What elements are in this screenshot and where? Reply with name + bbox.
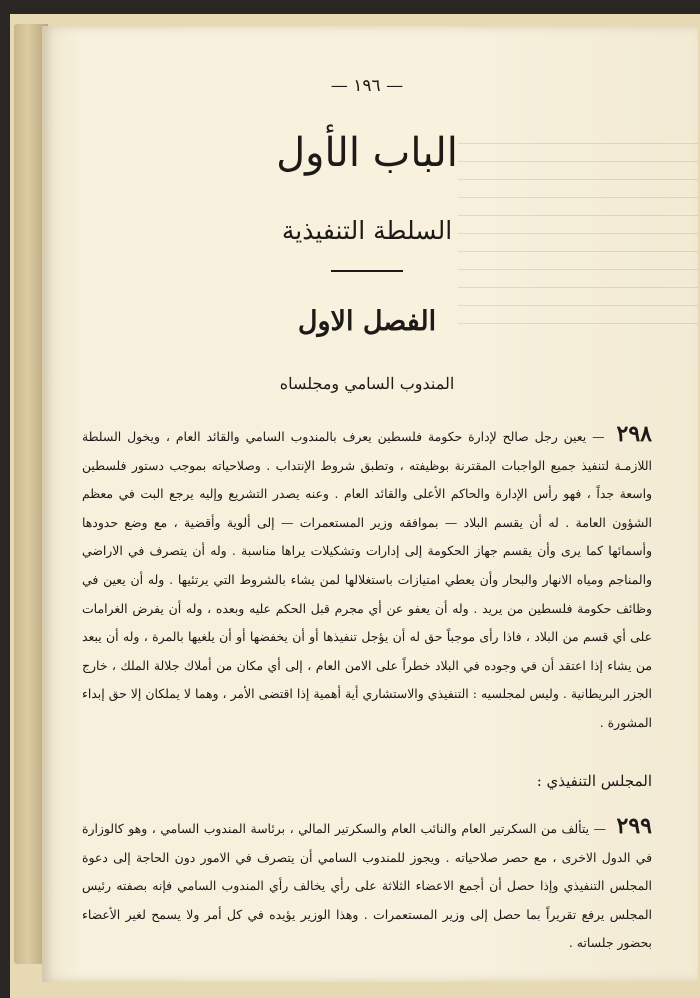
section-heading: المجلس التنفيذي : xyxy=(536,772,652,790)
page-number: — ١٩٦ — xyxy=(330,76,404,96)
chapter-title: الفصل الاول xyxy=(297,306,437,337)
book-page xyxy=(42,26,698,982)
authority-title: السلطة التنفيذية xyxy=(281,216,453,245)
article-paragraph xyxy=(82,420,652,738)
title-divider xyxy=(331,270,403,272)
article-text: — يتألف من السكرتير العام والنائب العام والسكرتير المالي ، برئاسة المندوب السامي ، وهو كالوزارة في الدول الاخرى ، مع حصر صلاحياته . ويجوز للمندوب السامي أن يتصرف في الامور دون الحاجة إلى دعوة المجلس التنفيذي وإذا حصل أن أجمع الاعضاء الثلاثة على رأي يخالف رأي المندوب السامي فإنه بصفته رئيس المجلس يرفع تقريراً بما حصل إلى وزير المستعمرات . وهذا الوزير يؤيده في كل أمر ولا يسمح لغير الأعضاء بحضور جلساته . xyxy=(82,821,652,951)
page-content xyxy=(82,26,652,982)
section-subtitle: المندوب السامي ومجلساه xyxy=(279,374,455,393)
article-text: — يعين رجل صالح لإدارة حكومة فلسطين يعرف بالمندوب السامي والقائد العام ، ويخول السلطة اللازمـة لتنفيذ جميع الواجبات المقترنة بوظيفته ، وتطبق شروط الإنتداب . وصلاحياته بموجب دستور فلسطين واسعة جداً ، فهو رأس الإدارة والحاكم الأعلى والقائد العام . وعنه يصدر التشريع وإليه يرجع البت في معظم الشؤون العامة . له أن يقسم البلاد — بموافقه وزير المستعمرات — إلى ألوية وأقضية ، مع وضع حدودها وأسمائها كما يرى وأن يقسم جهاز الحكومة إلى إدارات وتشكيلات يراها مناسبة . وله أن يتصرف في الاراضي والمناجم ومياه الانهار والبحار وأن يعطي امتيازات باستغلالها لمن يشاء بالشروط التي يرتئيها . وله أن يعين في وظائف حكومة فلسطين من يريد . وله أن يعفو عن أي مجرم قبل الحكم عليه وبعده ، وله أن يفرض الغرامات على أي قسم من البلاد ، فاذا رأى موجباً حق له أن يؤجل تنفيذها أو أن يخفضها أو أن يلغيها بالمرة ، وله أن يبعد من يشاء إذا اعتقد أن في وجوده في البلاد خطراً على الامن العام ، إلى أي مكان من أملاك جلالة الملك ، خارج الجزر البريطانية . وليس لمجلسيه : التنفيذي والاستشاري أية أهمية إذا اقتضى الأمر ، وهما لا يملكان إلا حق إبداء المشورة . xyxy=(82,429,652,730)
article-number: ٢٩٨ xyxy=(616,421,652,447)
article-number: ٢٩٩ xyxy=(616,813,652,839)
article-paragraph xyxy=(82,812,652,958)
part-title: الباب الأول xyxy=(276,130,458,176)
